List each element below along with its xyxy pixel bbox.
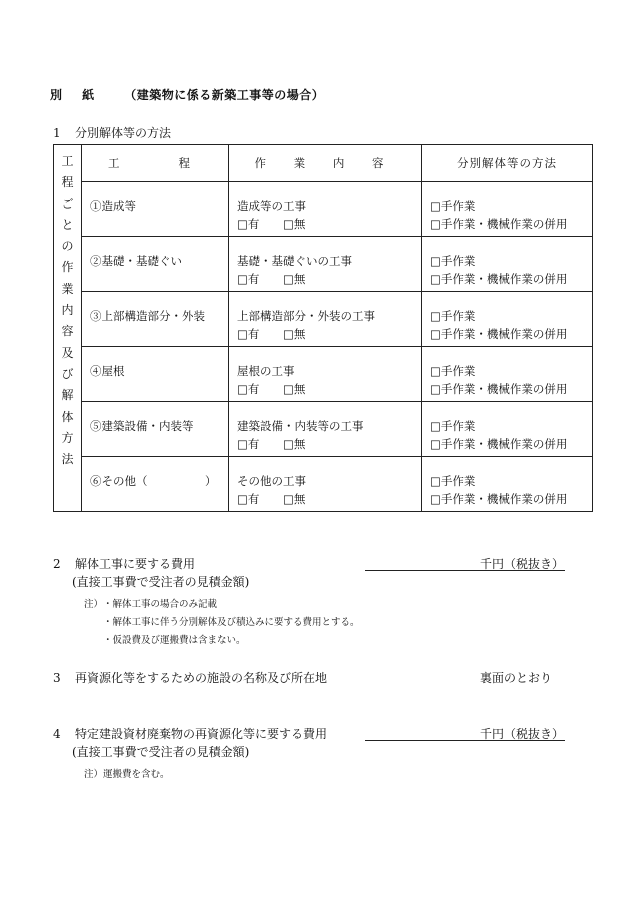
- checkbox-yes[interactable]: □有: [237, 492, 260, 506]
- content-label: 造成等の工事: [237, 199, 306, 213]
- checkbox-manual-machine[interactable]: □手作業・機械作業の併用: [430, 217, 568, 231]
- section2-note: ・仮設費及び運搬費は含まない。: [103, 635, 246, 646]
- title-sub: （建築物に係る新築工事等の場合）: [124, 88, 325, 102]
- section3-value: 裏面のとおり: [480, 671, 553, 685]
- content-cell: [229, 237, 422, 292]
- vertical-char: と: [61, 217, 74, 232]
- vertical-char: 容: [61, 324, 74, 339]
- checkbox-manual-machine[interactable]: □手作業・機械作業の併用: [430, 382, 568, 396]
- section1-number: 1: [53, 126, 61, 140]
- method-cell: [422, 182, 593, 237]
- section2-unit: 千円（税抜き）: [480, 557, 565, 571]
- section2-amount-underline: [365, 570, 565, 571]
- content-label: 上部構造部分・外装の工事: [237, 309, 375, 323]
- checkbox-yes[interactable]: □有: [237, 437, 260, 451]
- checkbox-manual-machine[interactable]: □手作業・機械作業の併用: [430, 492, 568, 506]
- content-cell: [229, 402, 422, 457]
- header-process: 工 程: [82, 145, 229, 182]
- title-main: 別 紙: [50, 88, 103, 102]
- section4-note: 注）運搬費を含む。: [84, 769, 170, 780]
- checkbox-no[interactable]: □無: [283, 217, 306, 231]
- method-cell: [422, 457, 593, 512]
- vertical-char: 作: [61, 260, 74, 275]
- checkbox-manual[interactable]: □手作業: [430, 474, 476, 488]
- content-cell: [229, 292, 422, 347]
- process-label: ②基礎・基礎ぐい: [90, 254, 182, 268]
- content-cell: [229, 182, 422, 237]
- table-row: [54, 292, 593, 347]
- vertical-char: び: [61, 366, 74, 381]
- section4-subtext: (直接工事費で受注者の見積金額): [72, 745, 250, 759]
- method-cell: [422, 292, 593, 347]
- content-label: 屋根の工事: [237, 364, 295, 378]
- content-label: その他の工事: [237, 474, 306, 488]
- process-label: ⑥その他（ ）: [90, 474, 217, 488]
- process-label: ③上部構造部分・外装: [90, 309, 205, 323]
- vertical-char: ご: [61, 196, 74, 211]
- content-cell: [229, 457, 422, 512]
- process-cell: [82, 237, 229, 292]
- method-cell: [422, 237, 593, 292]
- section3-label: 再資源化等をするための施設の名称及び所在地: [75, 671, 328, 685]
- process-label: ⑤建築設備・内装等: [90, 419, 194, 433]
- section4-unit: 千円（税抜き）: [480, 727, 565, 741]
- section1-label: 分別解体等の方法: [75, 126, 172, 140]
- checkbox-manual[interactable]: □手作業: [430, 199, 476, 213]
- header-method: 分別解体等の方法: [422, 145, 593, 182]
- section2-note-prefix: 注）: [84, 599, 104, 610]
- table-row: [54, 237, 593, 292]
- section3-heading: [53, 669, 327, 686]
- section2-subtext: (直接工事費で受注者の見積金額): [72, 575, 250, 589]
- checkbox-manual-machine[interactable]: □手作業・機械作業の併用: [430, 437, 568, 451]
- vertical-label: [54, 145, 82, 512]
- process-cell: [82, 347, 229, 402]
- checkbox-manual[interactable]: □手作業: [430, 419, 476, 433]
- demolition-method-table: [53, 144, 593, 512]
- checkbox-no[interactable]: □無: [283, 272, 306, 286]
- table-row: [54, 182, 593, 237]
- section2-label: 解体工事に要する費用: [75, 557, 196, 571]
- checkbox-yes[interactable]: □有: [237, 382, 260, 396]
- vertical-char: の: [61, 239, 74, 254]
- process-cell: [82, 182, 229, 237]
- vertical-char: 体: [61, 409, 74, 424]
- table-row: [54, 457, 593, 512]
- method-cell: [422, 347, 593, 402]
- checkbox-manual[interactable]: □手作業: [430, 364, 476, 378]
- section1-heading: [53, 124, 171, 141]
- process-cell: [82, 457, 229, 512]
- checkbox-manual-machine[interactable]: □手作業・機械作業の併用: [430, 272, 568, 286]
- checkbox-yes[interactable]: □有: [237, 327, 260, 341]
- section2-note: ・解体工事の場合のみ記載: [103, 599, 218, 610]
- checkbox-no[interactable]: □無: [283, 382, 306, 396]
- page-title: [50, 86, 324, 103]
- checkbox-no[interactable]: □無: [283, 327, 306, 341]
- section4-label: 特定建設資材廃棄物の再資源化等に要する費用: [75, 727, 328, 741]
- checkbox-no[interactable]: □無: [283, 437, 306, 451]
- vertical-char: 法: [61, 452, 74, 467]
- checkbox-manual[interactable]: □手作業: [430, 254, 476, 268]
- method-cell: [422, 402, 593, 457]
- vertical-char: 方: [61, 430, 74, 445]
- content-cell: [229, 347, 422, 402]
- vertical-char: 解: [61, 388, 74, 403]
- section4-heading: [53, 725, 327, 742]
- process-cell: [82, 402, 229, 457]
- vertical-char: 業: [61, 281, 74, 296]
- vertical-char: 工: [61, 154, 74, 168]
- vertical-char: 程: [61, 175, 74, 190]
- section4-number: 4: [53, 727, 61, 741]
- header-content: 作 業 内 容: [229, 145, 422, 182]
- section2-number: 2: [53, 557, 61, 571]
- content-label: 建築設備・内装等の工事: [237, 419, 364, 433]
- section4-amount-underline: [365, 740, 565, 741]
- table-row: [54, 347, 593, 402]
- section2-note: ・解体工事に伴う分別解体及び積込みに要する費用とする。: [103, 617, 360, 628]
- content-label: 基礎・基礎ぐいの工事: [237, 254, 352, 268]
- process-cell: [82, 292, 229, 347]
- process-label: ①造成等: [90, 199, 136, 213]
- checkbox-manual[interactable]: □手作業: [430, 309, 476, 323]
- table-row: [54, 402, 593, 457]
- checkbox-yes[interactable]: □有: [237, 217, 260, 231]
- process-label: ④屋根: [90, 364, 125, 378]
- checkbox-no[interactable]: □無: [283, 492, 306, 506]
- checkbox-yes[interactable]: □有: [237, 272, 260, 286]
- vertical-char: 内: [61, 303, 74, 318]
- section2-heading: [53, 555, 195, 572]
- vertical-char: 及: [61, 345, 74, 360]
- section3-number: 3: [53, 671, 61, 685]
- checkbox-manual-machine[interactable]: □手作業・機械作業の併用: [430, 327, 568, 341]
